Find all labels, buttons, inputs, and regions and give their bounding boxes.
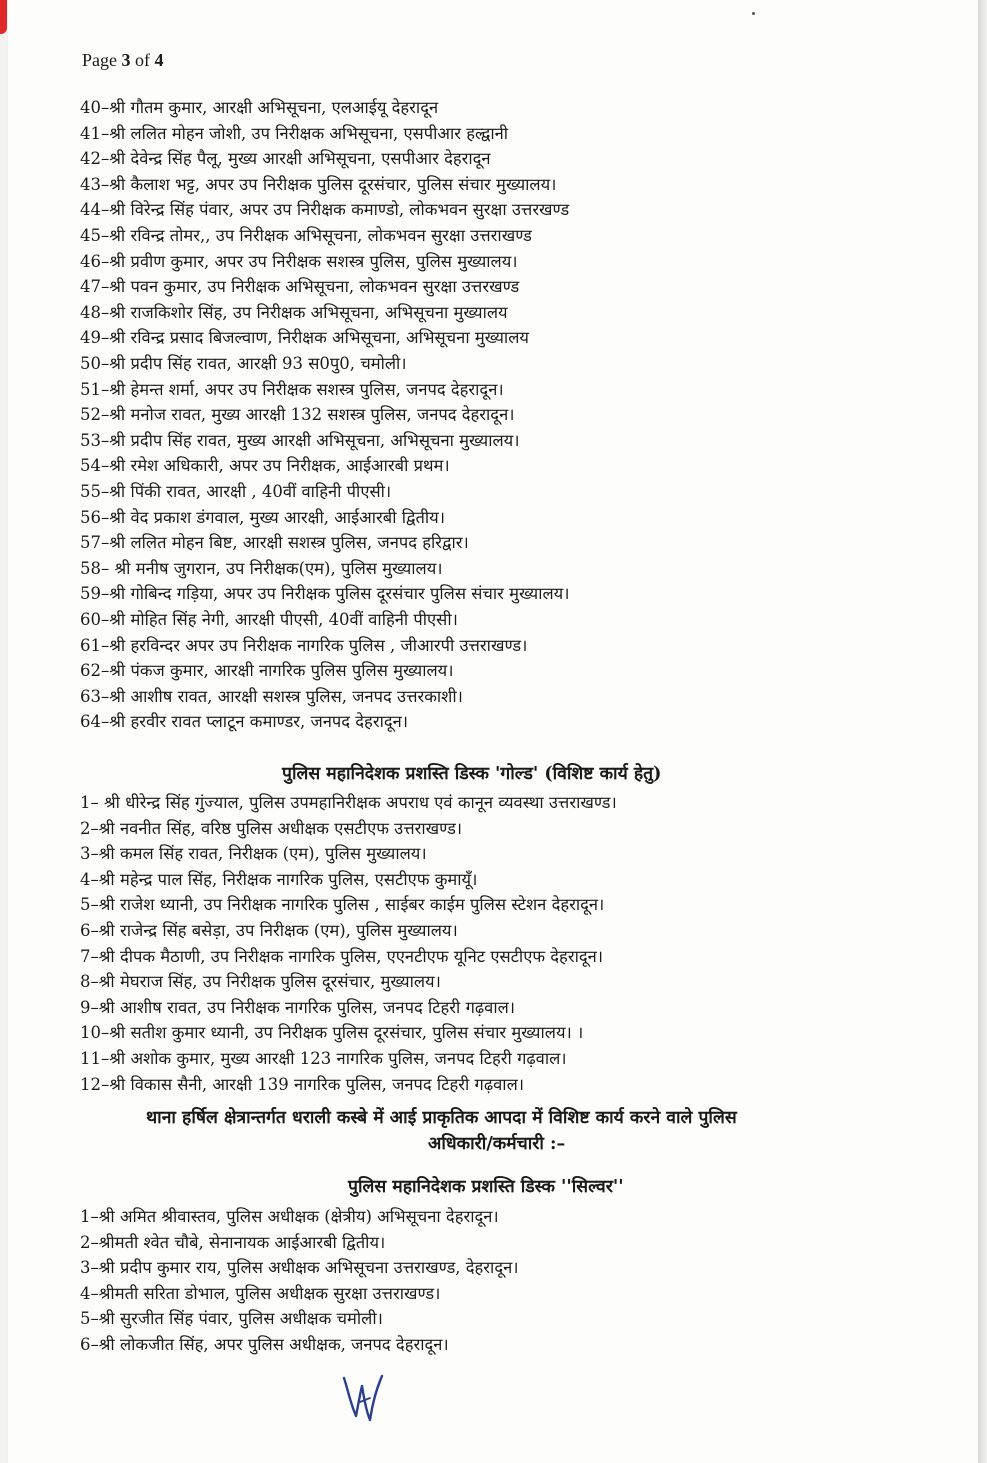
list-item: 52–श्री मनोज रावत, मुख्य आरक्षी 132 सशस्त्र पुलिस, जनपद देहरादून। — [80, 405, 515, 425]
list-item: 7–श्री दीपक मैठाणी, उप निरीक्षक नागरिक पुलिस, एएनटीएफ यूनिट एसटीएफ देहरादून। — [80, 946, 604, 966]
list-item: 48–श्री राजकिशोर सिंह, उप निरीक्षक अभिसूचना, अभिसूचना मुख्यालय — [80, 302, 508, 322]
list-item: 4–श्रीमती सरिता डोभाल, पुलिस अधीक्षक सुरक्षा उत्तराखण्ड। — [80, 1283, 441, 1303]
list-item: 5–श्री राजेश ध्यानी, उप निरीक्षक नागरिक पुलिस , साईबर काईम पुलिस स्टेशन देहरादून। — [80, 895, 605, 915]
list-item: 12–श्री विकास सैनी, आरक्षी 139 नागरिक पुलिस, जनपद टिहरी गढ़वाल। — [80, 1074, 525, 1094]
list-item: 63–श्री आशीष रावत, आरक्षी सशस्त्र पुलिस, जनपद उत्तरकाशी। — [80, 686, 463, 706]
section-heading-gold: पुलिस महानिदेशक प्रशस्ति डिस्क 'गोल्ड' (विशिष्ट कार्य हेतु) — [282, 764, 662, 784]
list-item: 57–श्री ललित मोहन बिष्ट, आरक्षी सशस्त्र पुलिस, जनपद हरिद्वार। — [80, 533, 469, 553]
list-item: 58– श्री मनीष जुगरान, उप निरीक्षक(एम), पुलिस मुख्यालय। — [80, 558, 443, 578]
list-item: 50–श्री प्रदीप सिंह रावत, आरक्षी 93 स0पु0, चमोली। — [80, 354, 407, 373]
list-item: 2–श्रीमती श्वेत चौबे, सेनानायक आईआरबी द्वितीय। — [80, 1232, 386, 1252]
list-item: 41–श्री ललित मोहन जोशी, उप निरीक्षक अभिसूचना, एसपीआर हल्द्वानी — [80, 123, 509, 143]
list-item: 56–श्री वेद प्रकाश डंगवाल, मुख्य आरक्षी, आईआरबी द्वितीय। — [80, 507, 445, 527]
list-item: 43–श्री कैलाश भट्ट, अपर उप निरीक्षक पुलिस दूरसंचार, पुलिस संचार मुख्यालय। — [80, 174, 557, 194]
page-edge — [978, 0, 987, 1463]
list-item: 45–श्री रविन्द्र तोमर,, उप निरीक्षक अभिसूचना, लोकभवन सुरक्षा उत्तराखण्ड — [80, 226, 532, 245]
list-item: 42–श्री देवेन्द्र सिंह पैलू, मुख्य आरक्षी अभिसूचना, एसपीआर देहरादून — [80, 149, 491, 169]
list-item: 1–श्री अमित श्रीवास्तव, पुलिस अधीक्षक (क्षेत्रीय) अभिसूचना देहरादून। — [80, 1207, 499, 1226]
section-intro-line-1: थाना हर्षिल क्षेत्रान्तर्गत धराली कस्बे में आई प्राकृतिक आपदा में विशिष्ट कार्य करने वाले पुलिस — [146, 1108, 737, 1128]
list-item: 9–श्री आशीष रावत, उप निरीक्षक नागरिक पुलिस, जनपद टिहरी गढ़वाल। — [80, 997, 516, 1017]
signature-icon — [340, 1372, 386, 1424]
list-item: 60–श्री मोहित सिंह नेगी, आरक्षी पीएसी, 40वीं वाहिनी पीएसी। — [80, 610, 458, 629]
list-item: 62–श्री पंकज कुमार, आरक्षी नागरिक पुलिस पुलिस मुख्यालय। — [80, 661, 454, 681]
list-item: 6–श्री लोकजीत सिंह, अपर पुलिस अधीक्षक, जनपद देहरादून। — [80, 1335, 449, 1354]
list-item: 2–श्री नवनीत सिंह, वरिष्ठ पुलिस अधीक्षक एसटीएफ उत्तराखण्ड। — [80, 818, 463, 838]
list-item: 44–श्री विरेन्द्र सिंह पंवार, अपर उप निरीक्षक कमाण्डो, लोकभवन सुरक्षा उत्तरखण्ड — [80, 200, 570, 220]
list-item: 51–श्री हेमन्त शर्मा, अपर उप निरीक्षक सशस्त्र पुलिस, जनपद देहरादून। — [80, 379, 504, 399]
page-number: Page 3 of 4 — [82, 50, 164, 70]
list-item: 47–श्री पवन कुमार, उप निरीक्षक अभिसूचना, लोकभवन सुरक्षा उत्तरखण्ड — [80, 277, 520, 297]
list-item: 61–श्री हरविन्दर अपर उप निरीक्षक नागरिक पुलिस , जीआरपी उत्तराखण्ड। — [80, 635, 528, 655]
dot-mark — [752, 12, 755, 15]
list-item: 64–श्री हरवीर रावत प्लाटून कमाण्डर, जनपद देहरादून। — [80, 712, 409, 732]
list-item: 46–श्री प्रवीण कुमार, अपर उप निरीक्षक सशस्त्र पुलिस, पुलिस मुख्यालय। — [80, 251, 518, 271]
list-item: 49–श्री रविन्द्र प्रसाद बिजल्वाण, निरीक्षक अभिसूचना, अभिसूचना मुख्यालय — [80, 328, 529, 348]
list-item: 55–श्री पिंकी रावत, आरक्षी , 40वीं वाहिनी पीएसी। — [80, 482, 392, 501]
list-item: 40–श्री गौतम कुमार, आरक्षी अभिसूचना, एलआईयू देहरादून — [80, 98, 439, 117]
list-item: 11–श्री अशोक कुमार, मुख्य आरक्षी 123 नागरिक पुलिस, जनपद टिहरी गढ़वाल। — [80, 1049, 567, 1068]
list-item: 10–श्री सतीश कुमार ध्यानी, उप निरीक्षक पुलिस दूरसंचार, पुलिस संचार मुख्यालय। । — [80, 1023, 584, 1043]
list-item: 53–श्री प्रदीप सिंह रावत, मुख्य आरक्षी अभिसूचना, अभिसूचना मुख्यालय। — [80, 430, 520, 450]
list-item: 1– श्री धीरेन्द्र सिंह गुंज्याल, पुलिस उपमहानिरीक्षक अपराध एवं कानून व्यवस्था उत्तराखण्ड। — [80, 793, 617, 812]
section-heading-silver: पुलिस महानिदेशक प्रशस्ति डिस्क ''सिल्वर'' — [348, 1177, 624, 1197]
list-item: 5–श्री सुरजीत सिंह पंवार, पुलिस अधीक्षक चमोली। — [80, 1309, 383, 1329]
list-item: 4–श्री महेन्द्र पाल सिंह, निरीक्षक नागरिक पुलिस, एसटीएफ कुमायूँ। — [80, 869, 478, 889]
list-item: 59–श्री गोबिन्द गड़िया, अपर उप निरीक्षक पुलिस दूरसंचार पुलिस संचार मुख्यालय। — [80, 584, 570, 604]
list-item: 3–श्री कमल सिंह रावत, निरीक्षक (एम), पुलिस मुख्यालय। — [80, 844, 427, 864]
list-item: 54–श्री रमेश अधिकारी, अपर उप निरीक्षक, आईआरबी प्रथम। — [80, 456, 450, 476]
list-item: 8–श्री मेघराज सिंह, उप निरीक्षक पुलिस दूरसंचार, मुख्यालय। — [80, 972, 441, 992]
section-intro-line-2: अधिकारी/कर्मचारी :– — [428, 1134, 566, 1154]
corner-mark — [0, 0, 7, 34]
list-item: 6–श्री राजेन्द्र सिंह बसेड़ा, उप निरीक्षक (एम), पुलिस मुख्यालय। — [80, 921, 458, 940]
list-item: 3–श्री प्रदीप कुमार राय, पुलिस अधीक्षक अभिसूचना उत्तराखण्ड, देहरादून। — [80, 1258, 519, 1278]
